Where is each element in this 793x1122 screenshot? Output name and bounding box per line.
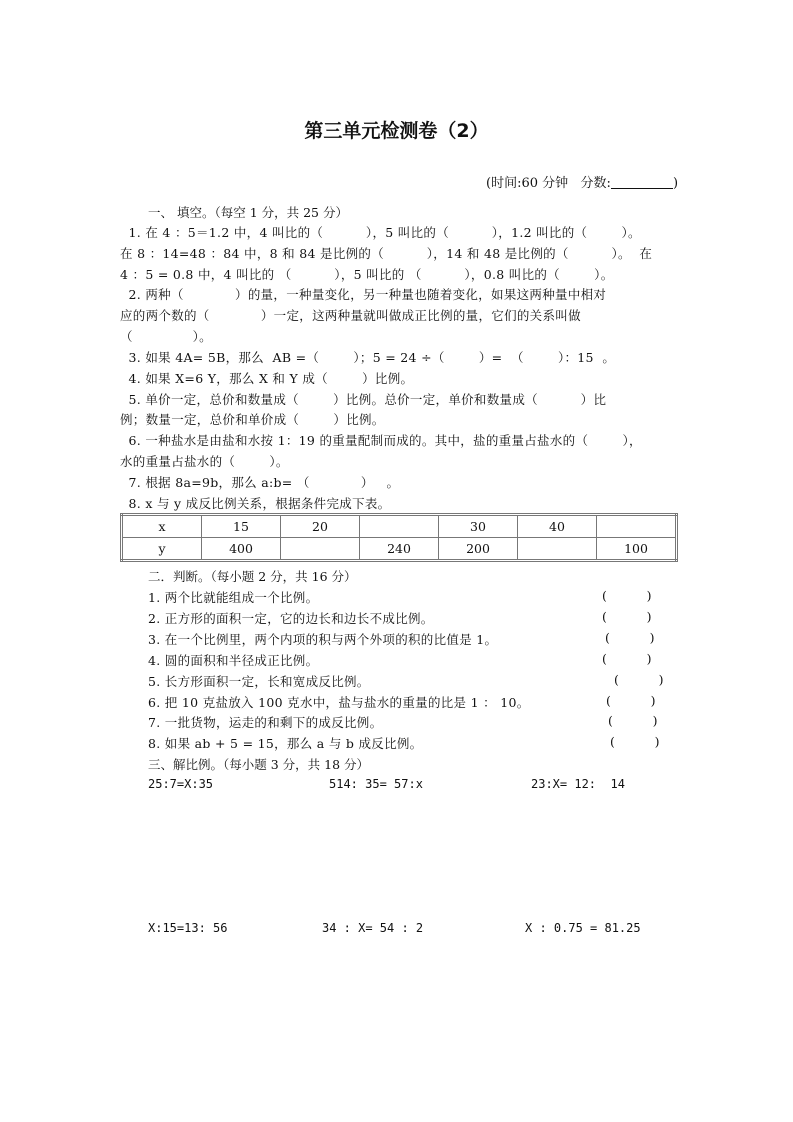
- section2-heading: 二．判断。（每小题 2 分，共 16 分）: [148, 569, 357, 584]
- fill-line-10: 例；数量一定，总价和单价成（ ）比例。: [120, 412, 385, 427]
- judge-item-8: 8. 如果 ab + 5 = 15，那么 a 与 b 成反比例。: [148, 736, 423, 751]
- table-cell: 240: [360, 538, 439, 561]
- judge-item-3: 3. 在一个比例里，两个内项的积与两个外项的积的比值是 1。: [148, 632, 498, 647]
- fill-line-5: 应的两个数的（ ）一定，这两种量就叫做成正比例的量，它们的关系叫做: [120, 308, 581, 323]
- proportion-problem-2: 514: 35= 57:x: [329, 777, 423, 791]
- proportion-problem-5: 34 : X= 54 : 2: [322, 921, 424, 935]
- proportion-problem-6: X : 0.75 = 81.25: [525, 921, 641, 935]
- judge-answer-3[interactable]: ( ): [605, 630, 655, 645]
- table-cell: 40: [518, 515, 597, 538]
- judge-answer-7[interactable]: ( ): [608, 713, 658, 728]
- close-paren: ): [672, 176, 679, 191]
- fill-line-8: 4. 如果 X=6 Y，那么 X 和 Y 成（ ）比例。: [120, 371, 414, 386]
- table-cell[interactable]: [597, 515, 677, 538]
- time-score-info: [486, 172, 678, 191]
- judge-item-7: 7. 一批货物，运走的和剩下的成反比例。: [148, 715, 383, 730]
- time-label: (时间:60 分钟: [486, 176, 569, 191]
- fill-line-12: 水的重量占盐水的（ ）。: [120, 454, 289, 469]
- fill-line-1: 1. 在 4 ：5＝1.2 中，4 叫比的（ ），5 叫比的（ ），1.2 叫比的（ ）。: [120, 225, 641, 240]
- fill-line-2: 在 8 ：14=48 ：84 中，8 和 84 是比例的（ ），14 和 48 是比例的（ ）。 在: [120, 246, 653, 261]
- table-cell[interactable]: [360, 515, 439, 538]
- judge-answer-2[interactable]: ( ): [602, 609, 652, 624]
- judge-answer-6[interactable]: ( ): [606, 693, 656, 708]
- section1-heading: 一、 填空。（每空 1 分，共 25 分）: [148, 205, 348, 220]
- judge-item-6: 6. 把 10 克盐放入 100 克水中，盐与盐水的重量的比是 1 ： 10。: [148, 695, 530, 710]
- table-cell[interactable]: [518, 538, 597, 561]
- judge-answer-4[interactable]: ( ): [602, 651, 652, 666]
- proportion-problem-3: 23:X= 12: 14: [531, 777, 625, 791]
- fill-line-7: 3. 如果 4A= 5B，那么 AB =（ ）；5 = 24 ÷（ ）= （ ）：15 。: [120, 350, 616, 365]
- page-title: 第三单元检测卷（2）: [304, 120, 489, 142]
- table-cell[interactable]: [281, 538, 360, 561]
- xy-table: [120, 513, 678, 562]
- fill-line-14: 8. x 与 y 成反比例关系，根据条件完成下表。: [120, 496, 391, 511]
- fill-line-4: 2. 两种（ ）的量，一种量变化，另一种量也随着变化，如果这两种量中相对: [120, 287, 607, 302]
- score-label: 分数:: [580, 176, 611, 191]
- table-cell: x: [122, 515, 202, 538]
- judge-item-1: 1. 两个比就能组成一个比例。: [148, 590, 319, 605]
- table-cell: 30: [439, 515, 518, 538]
- table-cell: 400: [202, 538, 281, 561]
- table-cell: 100: [597, 538, 677, 561]
- fill-line-11: 6. 一种盐水是由盐和水按 1：19 的重量配制而成的。其中，盐的重量占盐水的（ ），: [120, 433, 642, 448]
- fill-line-6: （ ）。: [120, 329, 212, 344]
- judge-item-5: 5. 长方形面积一定，长和宽成反比例。: [148, 674, 370, 689]
- table-cell: 200: [439, 538, 518, 561]
- proportion-problem-4: X:15=13: 56: [148, 921, 228, 935]
- fill-line-13: 7. 根据 8a=9b，那么 a:b= （ ） 。: [120, 475, 400, 490]
- judge-answer-8[interactable]: ( ): [610, 734, 660, 749]
- judge-answer-1[interactable]: ( ): [602, 588, 652, 603]
- table-cell: 20: [281, 515, 360, 538]
- section3-heading: 三、解比例。（每小题 3 分，共 18 分）: [148, 757, 370, 772]
- table-cell: y: [122, 538, 202, 561]
- judge-item-4: 4. 圆的面积和半径成正比例。: [148, 653, 319, 668]
- fill-line-3: 4 ：5 = 0.8 中，4 叫比的 （ ），5 叫比的 （ ），0.8 叫比的（ ）。: [120, 267, 614, 282]
- proportion-problem-1: 25:7=X:35: [148, 777, 214, 791]
- judge-item-2: 2. 正方形的面积一定，它的边长和边长不成比例。: [148, 611, 434, 626]
- table-row-y: [122, 538, 677, 561]
- table-row-x: [122, 515, 677, 538]
- fill-line-9: 5. 单价一定，总价和数量成（ ）比例。总价一定，单价和数量成（ ）比: [120, 392, 607, 407]
- table-cell: 15: [202, 515, 281, 538]
- score-blank[interactable]: [611, 176, 673, 189]
- judge-answer-5[interactable]: ( ): [614, 672, 664, 687]
